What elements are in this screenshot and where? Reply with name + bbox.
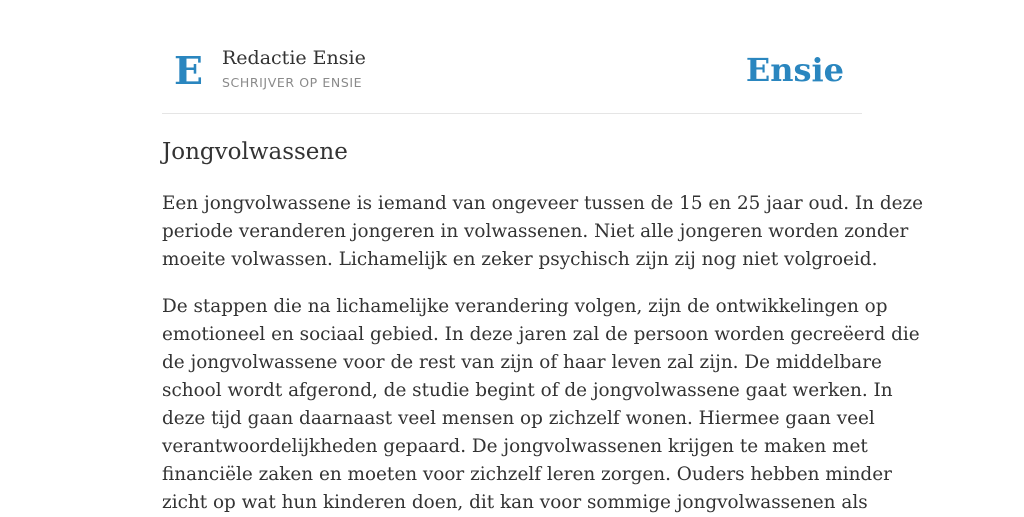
article-paragraph-2 [162, 293, 920, 517]
paragraph-line: verantwoordelijkheden gepaard. De jongvolwassenen krijgen te maken met [162, 436, 868, 457]
article-container [162, 0, 924, 513]
paragraph-line: periode veranderen jongeren in volwassenen. Niet alle jongeren worden zonder [162, 221, 909, 242]
paragraph-line: zicht op wat hun kinderen doen, dit kan voor sommige jongvolwassenen als [162, 492, 868, 513]
article-paragraph-1 [162, 190, 924, 274]
paragraph-line: emotioneel en sociaal gebied. In deze jaren zal de persoon worden gecreëerd die [162, 324, 920, 345]
article-header [162, 0, 862, 114]
paragraph-line: Een jongvolwassene is iemand van ongeveer tussen de 15 en 25 jaar oud. In deze [162, 193, 924, 214]
paragraph-line: deze tijd gaan daarnaast veel mensen op zichzelf wonen. Hiermee gaan veel [162, 408, 875, 429]
paragraph-line: De stappen die na lichamelijke verandering volgen, zijn de ontwikkelingen op [162, 296, 888, 317]
paragraph-line: school wordt afgerond, de studie begint of de jongvolwassene gaat werken. In [162, 380, 893, 401]
paragraph-line: de jongvolwassene voor de rest van zijn of haar leven zal zijn. De middelbare [162, 352, 882, 373]
paragraph-line: moeite volwassen. Lichamelijk en zeker psychisch zijn zij nog niet volgroeid. [162, 249, 878, 270]
author-avatar-icon[interactable]: E [174, 48, 203, 93]
article-title: Jongvolwassene [162, 139, 348, 165]
paragraph-line: financiële zaken en moeten voor zichzelf leren zorgen. Ouders hebben minder [162, 464, 892, 485]
ensie-logo[interactable]: Ensie [745, 51, 844, 89]
author-role: SCHRIJVER OP ENSIE [222, 75, 363, 90]
author-name-link[interactable]: Redactie Ensie [222, 47, 366, 69]
